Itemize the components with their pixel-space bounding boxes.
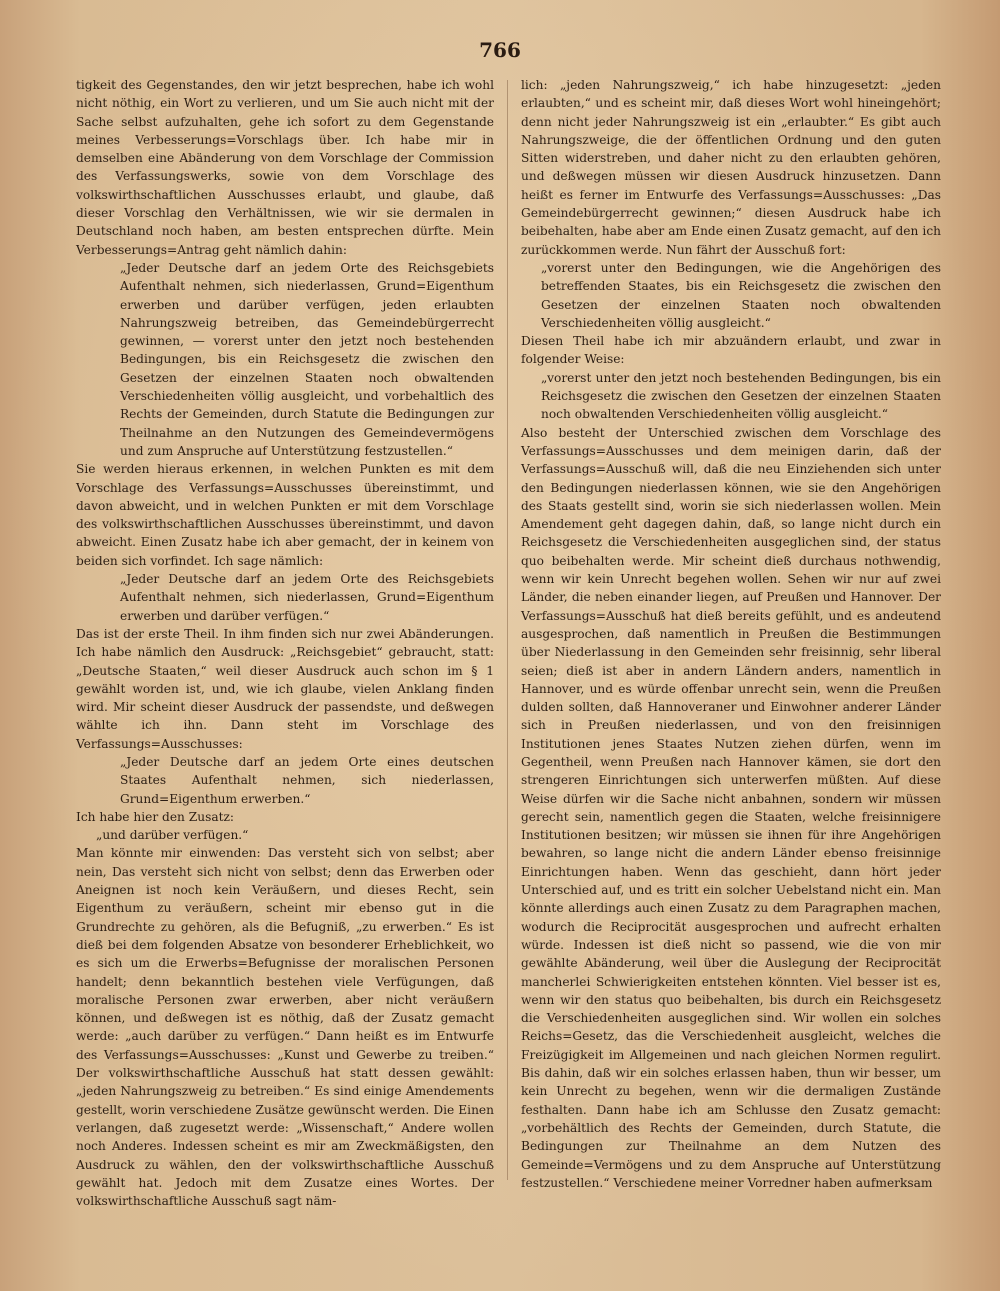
paragraph: Das ist der erste Theil. In ihm finden sich nur zwei Abänderungen. Ich habe nämlich den Ausdruck: „Reichsgebiet“ gebraucht, statt: „Deutsche Staaten,“ weil dieser Ausdruck auch schon im § 1 gewählt worden ist, und, wie ich glaube, vielen Anklang finden wird. Mir scheint dieser Ausdruck der passendste, und deßwegen wählte ich ihn. Dann steht im Vorschlage des Verfassungs=Ausschusses: [76, 626, 494, 751]
quoted-paragraph: „Jeder Deutsche darf an jedem Orte des Reichsgebiets Aufenthalt nehmen, sich niederlassen, Grund=Eigenthum erwerben und darüber verfügen.“ [120, 572, 494, 623]
right-column [521, 76, 941, 1190]
quoted-paragraph: „Jeder Deutsche darf an jedem Orte eines deutschen Staates Aufenthalt nehmen, sich niederlassen, Grund=Eigenthum erwerben.“ [120, 754, 494, 806]
page-number: 766 [479, 38, 521, 62]
quoted-paragraph: „vorerst unter den jetzt noch bestehenden Bedingungen, bis ein Reichsgesetz die zwischen den Gesetzen der einzelnen Staaten noch obwaltenden Verschiedenheiten völlig ausgleicht.“ [541, 370, 941, 422]
paragraph: tigkeit des Gegenstandes, den wir jetzt besprechen, habe ich wohl nicht nöthig, ein Wort zu verlieren, und um Sie auch nicht mit der Sache selbst aufzuhalten, gehe ich sofort zu dem Gegenstande meines Verbesserungs=Vorschlags über. Ich habe mir in demselben eine Abänderung von dem Vorschlage der Commission des Verfassungswerks, sowie von dem Vorschlage des volkswirthschaftlichen Ausschusses erlaubt, und glaube, daß dieser Vorschlag den Verhältnissen, wie wir sie dermalen in Deutschland noch haben, am besten entsprechen dürfte. Mein Verbesserungs=Antrag geht nämlich dahin: [76, 78, 494, 257]
quoted-paragraph: „und darüber verfügen.“ [96, 828, 249, 843]
quoted-paragraph: „Jeder Deutsche darf an jedem Orte des Reichsgebiets Aufenthalt nehmen, sich niederlassen, Grund=Eigenthum erwerben und darüber verfügen, jeden erlaubten Nahrungszweig betreiben, das Gemeindebürgerrecht gewinnen, — vorerst unter den jetzt noch bestehenden Bedingungen, bis ein Reichsgesetz die zwischen den Gesetzen der einzelnen Staaten noch obwaltenden Verschiedenheiten völlig ausgleicht, und vorbehaltlich des Rechts der Gemeinden, durch Statute die Bedingungen zur Theilnahme an den Nutzungen des Gemeindevermögens und zum Anspruche auf Unterstützung festzustellen.“ [120, 260, 494, 458]
paragraph: Sie werden hieraus erkennen, in welchen Punkten es mit dem Vorschlage des Verfassungs=Ausschusses übereinstimmt, und davon abweicht, und in welchen Punkten er mit dem Vorschlage des volkswirthschaftlichen Ausschusses übereinstimmt, und davon abweicht. Einen Zusatz habe ich aber gemacht, der in keinem von beiden sich vorfindet. Ich sage nämlich: [76, 462, 494, 568]
paragraph: Diesen Theil habe ich mir abzuändern erlaubt, und zwar in folgender Weise: [521, 334, 941, 367]
quoted-paragraph: „vorerst unter den Bedingungen, wie die Angehörigen des betreffenden Staates, bis ein Reichsgesetz die zwischen den Gesetzen der einzelnen Staaten noch obwaltenden Verschiedenheiten völlig ausgleicht.“ [541, 260, 941, 330]
paragraph: Ich habe hier den Zusatz: [76, 809, 235, 824]
paragraph: lich: „jeden Nahrungszweig,“ ich habe hinzugesetzt: „jeden erlaubten,“ und es scheint mir, daß dieses Wort wohl hineingehört; denn nicht jeder Nahrungszweig ist ein „erlaubter.“ Es gibt auch Nahrungszweige, die der öffentlichen Ordnung und den guten Sitten widerstreben, und daher nicht zu den erlaubten gehören, und deßwegen müssen wir diesen Ausdruck hinzusetzen. Dann heißt es ferner im Entwurfe des Verfassungs=Ausschusses: „Das Gemeindebürgerrecht gewinnen;“ diesen Ausdruck habe ich beibehalten, habe aber am Ende einen Zusatz gemacht, auf den ich zurückkommen werde. Nun fährt der Ausschuß fort: [521, 78, 941, 257]
column-divider [507, 80, 508, 1180]
paragraph: Also besteht der Unterschied zwischen dem Vorschlage des Verfassungs=Ausschusses und dem meinigen darin, daß der Verfassungs=Ausschuß will, daß die neu Einziehenden sich unter den Bedingungen niederlassen können, wie sie den Angehörigen des Staats gestellt sind, worin sie sich niederlassen wollen. Mein Amendement geht dagegen dahin, daß, so lange nicht durch ein Reichsgesetz die Verschiedenheiten ausgeglichen sind, der status quo beibehalten werde. Mir scheint dieß durchaus nothwendig, wenn wir kein Unrecht begehen wollen. Sehen wir nur auf zwei Länder, die neben einander liegen, auf Preußen und Hannover. Der Verfassungs=Ausschuß hat dieß bereits gefühlt, und es andeutend ausgesprochen, daß namentlich in Preußen die Bestimmungen über Niederlassung in den Gemeinden sehr freisinnig, sehr liberal seien; dieß ist aber in andern Ländern anders, namentlich in Hannover, und es würde offenbar unrecht sein, wenn die Preußen dulden sollten, daß Hannoveraner und Einwohner anderer Länder sich in Preußen niederlassen, und von den freisinnigen Institutionen jenes Staates Nutzen ziehen dürfen, wenn im Gegentheil, wenn Preußen nach Hannover kämen, sie dort den strengeren Einrichtungen sich unterwerfen müßten. Auf diese Weise dürfen wir die Sache nicht anbahnen, sondern wir müssen gerecht sein, namentlich gegen die Staaten, welche freisinnigere Institutionen besitzen; wir müssen sie ihnen für ihre Angehörigen bewahren, so lange nicht die andern Länder ebenso freisinnige Einrichtungen haben. Wenn das geschieht, dann hört jeder Unterschied auf, und es tritt ein solcher Uebelstand nicht ein. Man könnte allerdings auch einen Zusatz zu dem Paragraphen machen, wodurch die Reciprocität ausgesprochen und aufrecht erhalten würde. Indessen ist dieß nicht so passend, wie die von mir gewählte Abänderung, weil über die Auslegung der Reciprocität mancherlei Schwierigkeiten entstehen könnten. Viel besser ist es, wenn wir den status quo beibehalten, bis durch ein Reichsgesetz die Verschiedenheiten ausgeglichen sind. Wir wollen ein solches Reichs=Gesetz, das die Verschiedenheit ausgleicht, welches die Freizügigkeit im Allgemeinen und nach gleichen Normen regulirt. Bis dahin, daß wir ein solches erlassen haben, thun wir besser, um kein Unrecht zu begehen, wenn wir die dermaligen Zustände festhalten. Dann habe ich am Schlusse den Zusatz gemacht: „vorbehältlich des Rechts der Gemeinden, durch Statute, die Bedingungen zur Theilnahme an dem Nutzen des Gemeinde=Vermögens und zu dem Anspruche auf Unterstützung festzustellen.“ Verschiedene meiner Vorredner haben aufmerksam [521, 425, 941, 1190]
paragraph: Man könnte mir einwenden: Das versteht sich von selbst; aber nein, Das versteht sich nicht von selbst; denn das Erwerben oder Aneignen ist noch kein Veräußern, und dieses Recht, sein Eigenthum zu veräußern, scheint mir ebenso gut in die Grundrechte zu gehören, als die Befugniß, „zu erwerben.“ Es ist dieß bei dem folgenden Absatze von besonderer Erheblichkeit, wo es sich um die Erwerbs=Befugnisse der moralischen Personen handelt; denn bekanntlich bestehen viele Verfügungen, daß moralische Personen zwar erwerben, aber nicht veräußern können, und deßwegen ist es nöthig, daß der Zusatz gemacht werde: „auch darüber zu verfügen.“ Dann heißt es im Entwurfe des Verfassungs=Ausschusses: „Kunst und Gewerbe zu treiben.“ Der volkswirthschaftliche Ausschuß hat statt dessen gewählt: „jeden Nahrungszweig zu betreiben.“ Es sind einige Amendements gestellt, worin verschiedene Zusätze gewünscht werden. Die Einen verlangen, daß zugesetzt werde: „Wissenschaft,“ Andere wollen noch Anderes. Indessen scheint es mir am Zweckmäßigsten, den Ausdruck zu wählen, den der volkswirthschaftliche Ausschuß gewählt hat. Jedoch mit dem Zusatze eines Wortes. Der volkswirthschaftliche Ausschuß sagt näm- [76, 846, 494, 1209]
left-column [76, 76, 494, 1209]
